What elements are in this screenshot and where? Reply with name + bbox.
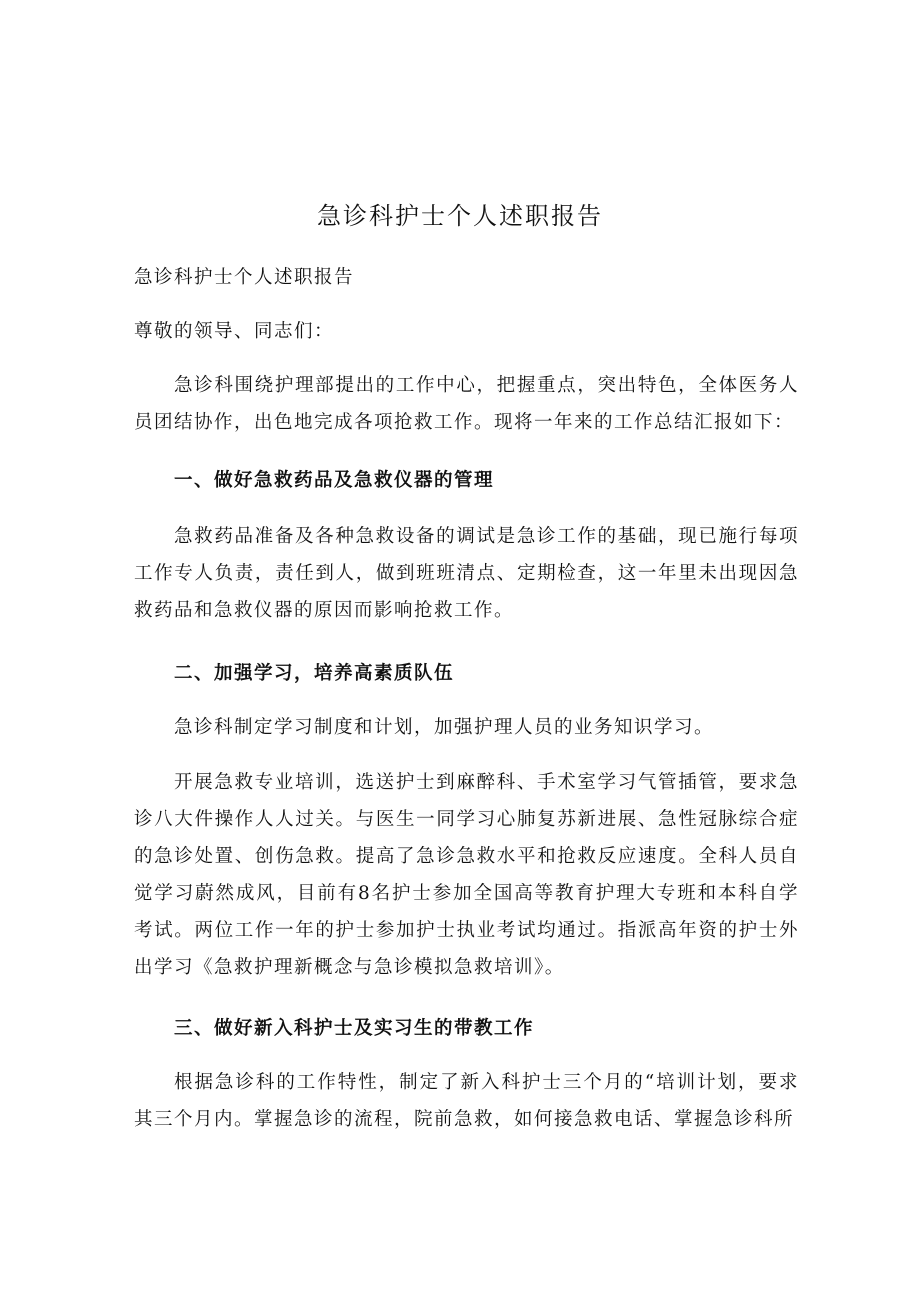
section-3-heading: 三、做好新入科护士及实习生的带教工作 (174, 1018, 535, 1039)
section-1-body: 急救药品准备及各种急救设备的调试是急诊工作的基础，现已施行每项工作专人负责，责任到人，做到班班清点、定期检查，这一年里未出现因急救药品和急救仪器的原因而影响抢救工作。 (134, 526, 799, 621)
section-2-body-2: 开展急救专业培训，选送护士到麻醉科、手术室学习气管插管，要求急诊八大件操作人人过关。与医生一同学习心肺复苏新进展、急性冠脉综合症的急诊处置、创伤急救。提高了急诊急救水平和抢救反应速度。全科人员自觉学习蔚然成风，目前有8名护士参加全国高等教育护理大专班和本科自学考试。两位工作一年的护士参加护士执业考试均通过。指派高年资的护士外出学习《急救护理新概念与急诊模拟急救培训》。 (134, 772, 799, 978)
document-title: 急诊科护士个人述职报告 (317, 202, 603, 230)
salutation: 尊敬的领导、同志们： (134, 321, 335, 342)
intro-paragraph: 急诊科围绕护理部提出的工作中心，把握重点，突出特色，全体医务人员团结协作，出色地完成各项抢救工作。现将一年来的工作总结汇报如下： (134, 375, 799, 433)
document-subtitle: 急诊科护士个人述职报告 (134, 267, 355, 288)
section-2-heading: 二、加强学习，培养高素质队伍 (174, 663, 455, 684)
section-3-body: 根据急诊科的工作特性，制定了新入科护士三个月的“培训计划，要求其三个月内。掌握急诊的流程，院前急救，如何接急救电话、掌握急诊科所 (134, 1072, 799, 1130)
section-1-heading: 一、做好急救药品及急救仪器的管理 (174, 470, 495, 491)
section-2-body-1: 急诊科制定学习制度和计划，加强护理人员的业务知识学习。 (174, 717, 715, 738)
